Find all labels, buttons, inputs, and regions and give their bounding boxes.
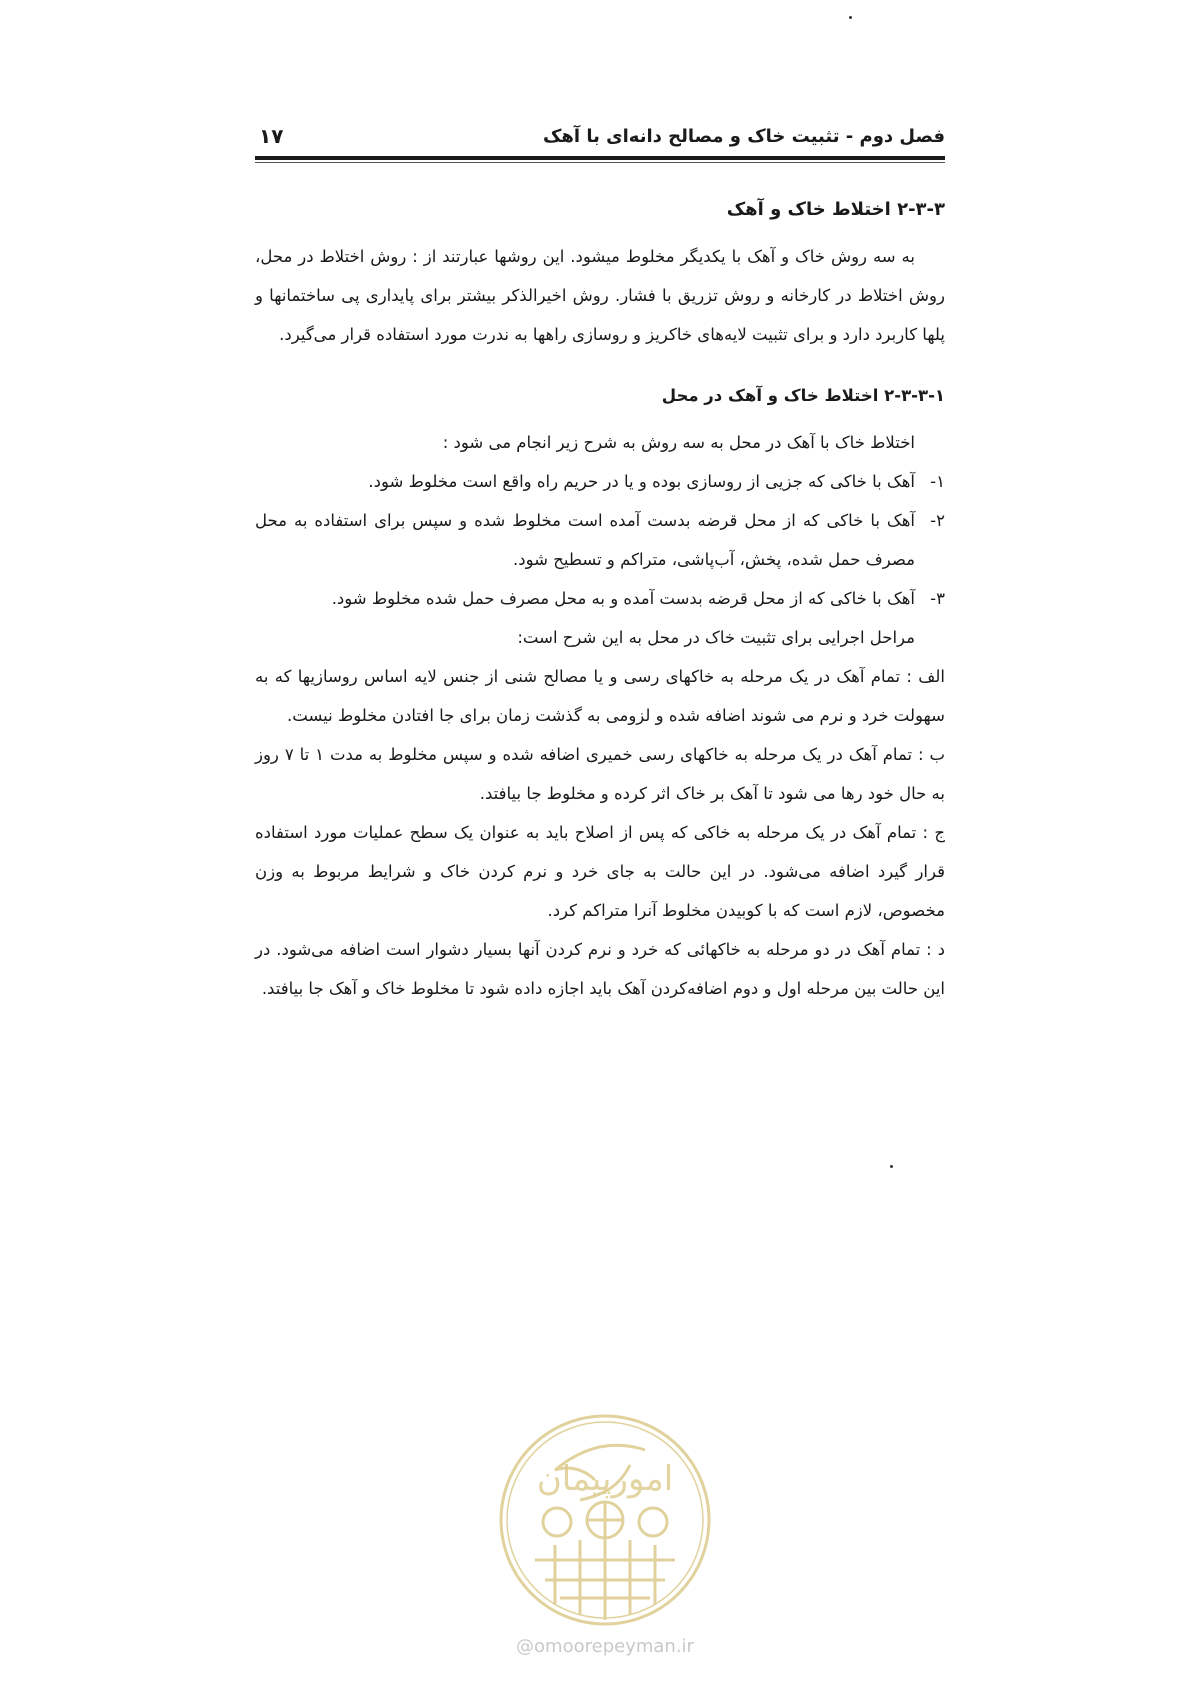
body-text xyxy=(255,190,945,1008)
stage-paragraph-dal: د : تمام آهک در دو مرحله به خاکهائی که خرد و نرم کردن آنها بسیار دشوار است اضافه می‌شود. در این حالت بین مرحله اول و دوم اضافه‌کردن آهک باید اجازه داده شود تا مخلوط خاک و آهک جا بیافتد. xyxy=(255,940,945,998)
list-item xyxy=(255,462,945,501)
list-item-text: آهک با خاکی که از محل قرضه بدست آمده و به محل مصرف حمل شده مخلوط شود. xyxy=(331,589,915,608)
running-header xyxy=(255,118,945,158)
stage-paragraph-alef: الف : تمام آهک در یک مرحله به خاکهای رسی و یا مصالح شنی از جنس لایه اساس روسازیها که به سهولت خرد و نرم می شوند اضافه شده و لزومی به گذشت زمان برای جا افتادن مخلوط نیست. xyxy=(255,667,945,725)
chapter-title: فصل دوم - تثبیت خاک و مصالح دانه‌ای با آهک xyxy=(542,126,945,147)
list-item-number: ۳- xyxy=(930,589,945,608)
subsection-intro: اختلاط خاک با آهک در محل به سه روش به شرح زیر انجام می شود : xyxy=(442,433,915,452)
header-rule xyxy=(255,156,945,160)
list-item xyxy=(255,579,945,618)
stages-intro: مراحل اجرایی برای تثبیت خاک در محل به این شرح است: xyxy=(517,628,915,647)
list-item-text: آهک با خاکی که از محل قرضه بدست آمده است مخلوط شده و سپس برای استفاده به محل مصرف حمل شده، پخش، آب‌پاشی، متراکم و تسطیح شود. xyxy=(255,511,915,569)
list-item-number: ۱- xyxy=(930,472,945,491)
stamp-lettering: امورپیمان xyxy=(536,1459,674,1499)
stage-paragraph-jim: ج : تمام آهک در یک مرحله به خاکی که پس از اصلاح باید به عنوان یک سطح عملیات مورد استفاده قرار گیرد اضافه می‌شود. در این حالت به جای خرد و نرم کردن خاک و شرایط مربوط به وزن مخصوص، لازم است که با کوبیدن مخلوط آنرا متراکم کرد. xyxy=(255,823,945,920)
watermark-stamp-logo xyxy=(495,1410,715,1630)
scan-speck xyxy=(849,16,852,19)
list-item xyxy=(255,501,945,579)
section-intro-paragraph: به سه روش خاک و آهک با یکدیگر مخلوط میشود. این روشها عبارتند از : روش اختلاط در محل، روش اختلاط در کارخانه و روش تزریق با فشار. روش اخیرالذکر بیشتر برای پایداری پی ساختمانها و پلها کاربرد دارد و برای تثبیت لایه‌های خاکریز و روسازی راهها به ندرت مورد استفاده قرار می‌گیرد. xyxy=(255,247,945,344)
header-rule-thin xyxy=(255,162,945,163)
section-heading: ۲-۳-۳ اختلاط خاک و آهک xyxy=(726,199,945,220)
scan-speck xyxy=(890,1165,893,1168)
watermark-url: omoorepeyman.ir xyxy=(534,1636,694,1657)
subsection-heading: ۲-۳-۳-۱ اختلاط خاک و آهک در محل xyxy=(661,386,945,405)
list-item-text: آهک با خاکی که جزیی از روسازی بوده و یا در حریم راه واقع است مخلوط شود. xyxy=(368,472,915,491)
watermark-site: @omoorepeyman.ir xyxy=(516,1636,694,1657)
list-item-number: ۲- xyxy=(930,511,945,530)
page-number: ۱۷ xyxy=(259,124,284,148)
stage-paragraph-be: ب : تمام آهک در یک مرحله به خاکهای رسی خمیری اضافه شده و سپس مخلوط به مدت ۱ تا ۷ روز به حال خود رها می شود تا آهک بر خاک اثر کرده و مخلوط جا بیافتد. xyxy=(255,745,946,803)
